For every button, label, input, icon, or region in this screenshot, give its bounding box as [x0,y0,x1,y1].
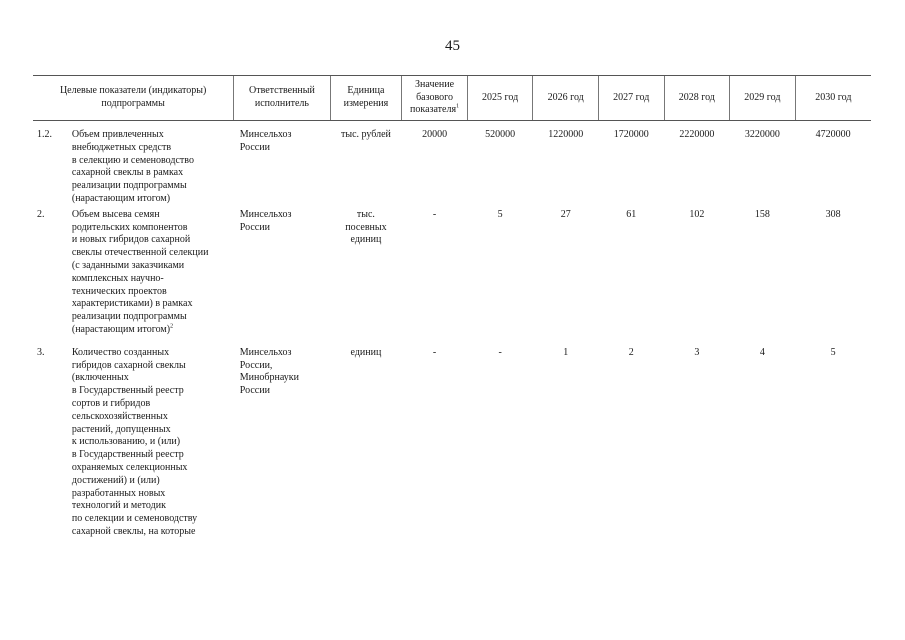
value-2025: 520000 [485,129,516,140]
value-2026: 27 [560,208,571,220]
value-2026: 1 [563,346,569,358]
value-2028: 2220000 [679,129,715,140]
value-2028: 102 [689,208,705,220]
header-base-label: Значение базового показателя [410,78,457,116]
header-indicator: Целевые показатели (индикаторы) подпрограммы [33,76,234,121]
table-row [33,341,871,539]
value-2025: - [498,346,502,358]
value-2030: 4720000 [815,129,851,140]
base-value-cell: - [432,208,437,220]
table-header [33,76,871,121]
indicator-name-text: Объем привлеченных внебюджетных средств в селекцию и семеноводство сахарной свеклы в рамках реализации подпрограммы (нарастающим итогом) [71,129,194,204]
value-2029: 3220000 [744,129,780,140]
page-number: 45 [445,38,460,54]
indicator-name-text: Количество созданных гибридов сахарной свеклы (включенных в Государственный реестр сортов и гибридов сельскохозяйственных растений, допущенных к использованию, и (или) в Государственный реестр охраняемых селекционных достижений) и (или) разработанных новых технологий и методик по селекции и семеноводству сахарной свеклы, на которые [71,346,198,537]
unit-cell: тыс. рублей [340,129,391,140]
table-row [33,206,871,341]
unit-cell: тыс. посевных единиц [345,208,387,246]
row-number: 3. [37,346,45,358]
indicators-table [33,75,871,539]
indicators-table-wrap [33,75,871,539]
executor-cell: Минсельхоз России [239,208,292,233]
base-value-cell: 20000 [422,129,448,140]
value-2026: 1220000 [548,129,584,140]
value-2027: 1720000 [613,129,649,140]
value-2030: 5 [830,346,836,358]
executor-cell: Минсельхоз России, Минобрнауки России [239,346,299,397]
indicator-name [70,121,234,206]
indicator-name [70,341,234,539]
header-base [402,76,468,121]
row-number: 1.2. [37,129,52,140]
indicator-name [70,206,234,341]
header-2028: 2028 год [664,76,730,121]
unit-cell: единиц [350,346,382,358]
value-2025: 5 [497,208,503,220]
value-2029: 158 [754,208,770,220]
value-2028: 3 [694,346,700,358]
value-2027: 61 [626,208,637,220]
indicator-name-text: Объем высева семян родительских компонентов и новых гибридов сахарной свеклы отечественной селекции (с заданными заказчиками комплексных научно- технических проектов характеристиками) в рамках реализации подпрограммы (нарастающим итогом) [71,208,209,335]
header-2027: 2027 год [598,76,664,121]
header-unit: Единица измерения [330,76,402,121]
header-2025: 2025 год [467,76,533,121]
table-row [33,121,871,206]
row-number: 2. [37,208,45,220]
header-row [33,76,871,121]
value-2030: 308 [825,208,841,220]
header-executor: Ответственный исполнитель [234,76,330,121]
value-2027: 2 [628,346,634,358]
base-value-cell: - [432,346,437,358]
header-2029: 2029 год [730,76,796,121]
header-2026: 2026 год [533,76,599,121]
executor-cell: Минсельхоз России [239,129,292,153]
value-2029: 4 [759,346,765,358]
header-2030: 2030 год [795,76,871,121]
indicator-footnote: 2 [170,323,174,330]
header-base-footnote: 1 [456,104,460,111]
table-body [33,121,871,539]
